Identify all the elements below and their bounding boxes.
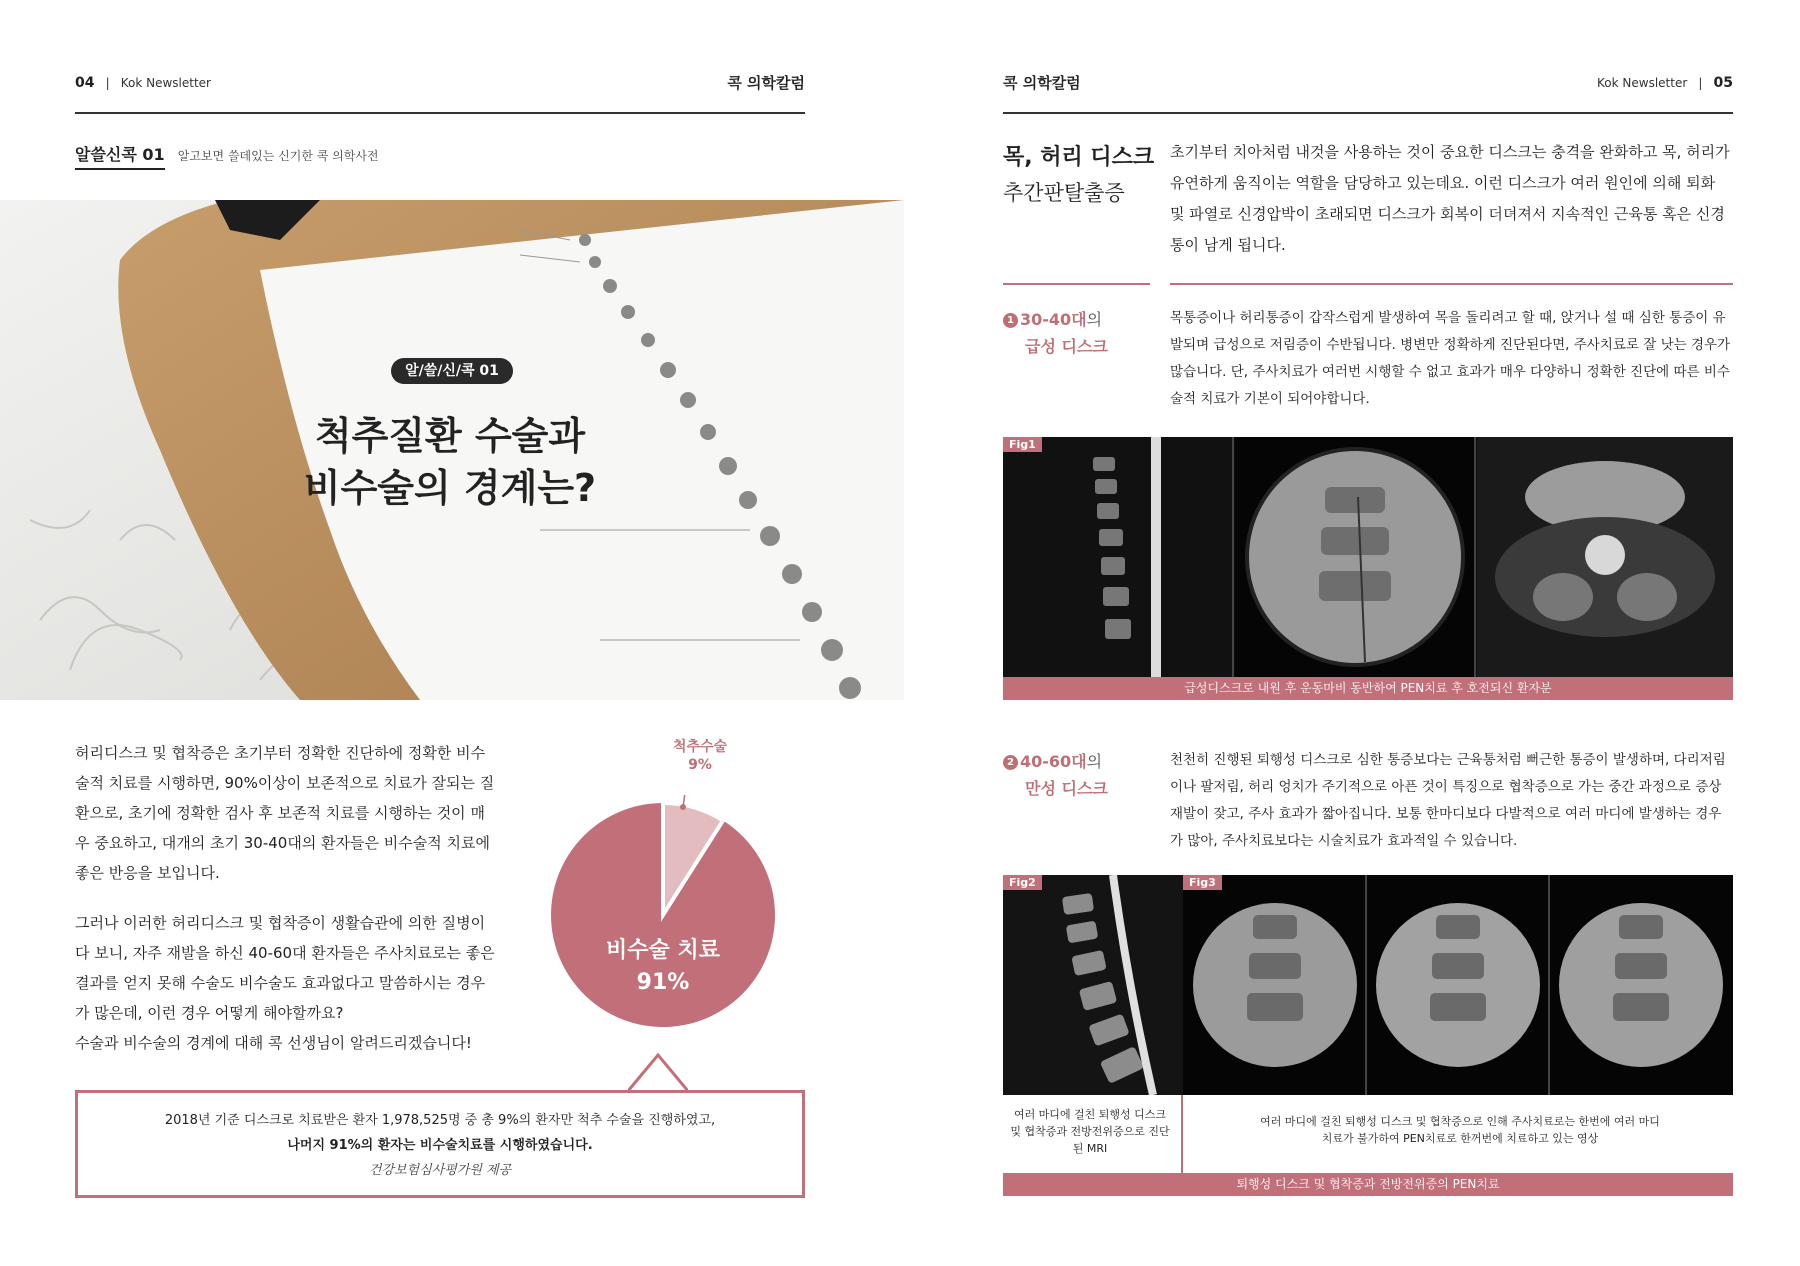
section-intro: 초기부터 치아처럼 내것을 사용하는 것이 중요한 디스크는 충격을 완화하고 목, 허리가 유연하게 움직이는 역할을 담당하고 있는데요. 이런 디스크가 여러 원인에 의해 퇴화 및 파열로 신경압박이 초래되면 디스크가 회복이 더뎌져서 지속적인 근육통 혹은 신경통이 남게 됩니다. [1170,143,1730,254]
fig1-caption-bar: 급성디스크로 내원 후 운동마비 동반하여 PEN치료 후 호전되신 환자분 [1003,677,1733,700]
section-title-left: 콕 의학칼럼 [727,74,805,92]
series-subtitle: 알고보면 쓸데있는 신기한 콕 의학사전 [177,149,379,163]
page-number-left: 04 [75,75,95,91]
stage2-type: 만성 디스크 [1025,779,1108,798]
fig2-illustration [1003,875,1183,1095]
body-paragraph-2a: 그러나 이러한 허리디스크 및 협착증이 생활습관에 의한 질병이다 보니, 자주 재발을 하신 40-60대 환자들은 주사치료로는 좋은 결과를 얻지 못해 수술도 비수술도 효과없다고 말씀하시는 경우가 많은데, 이런 경우 어떻게 해야할까요? [75,914,495,1022]
pie-surgery-value: 9% [688,757,712,773]
pie-surgery-name: 척추수술 [672,739,728,755]
callout-pointer [628,1053,688,1093]
body-paragraph-1: 허리디스크 및 협착증은 초기부터 정확한 진단하에 정확한 비수술적 치료를 시행하면, 90%이상이 보존적으로 치료가 잘되는 질환으로, 초기에 정확한 검사 후 보존적 치료를 시행하는 것이 매우 중요하고, 대개의 초기 30-40대의 환자들은 비수술적 치료에 좋은 반응을 보입니다. [75,744,495,882]
fig3-illustration [1183,875,1733,1095]
header-right-group [1597,72,1733,91]
callout-box [75,1090,805,1198]
stage1-suffix: 의 [1086,310,1103,329]
divider-left [1003,283,1150,285]
hero-title-line1: 척추질환 수술과 [314,414,586,458]
stage2-age: 40-60대 [1020,752,1087,771]
pie-label-nonsurgery [563,935,763,999]
fig2-caption: 여러 마디에 걸친 퇴행성 디스크 및 협착증과 전방전위증으로 진단된 MRI [1010,1108,1170,1155]
hero-image [0,200,904,700]
stage1-age: 30-40대 [1020,310,1087,329]
hero-title [190,410,710,514]
hero-badge: 알/쓸/신/콕 01 [391,358,513,384]
fig-caption-divider [1181,1095,1183,1173]
header-rule-right [1003,112,1733,114]
series-tag: 알쓸신콕 01 [75,145,165,170]
left-page-header [75,72,805,92]
stage2-text: 천천히 진행된 퇴행성 디스크로 심한 통증보다는 근육통처럼 뻐근한 통증이 발생하며, 다리저림이나 팔저림, 허리 엉치가 주기적으로 아픈 것이 특징으로 협착증으로 가는 중간 과정으로 증상 재발이 잦고, 주사 효과가 짧아집니다. 보통 한마디보다 다발적으로 여러 마디에 발생하는 경우가 많아, 주사치료보다는 시술치료가 효과적일 수 있습니다. [1170,752,1726,849]
stage1-number: 1 [1003,313,1018,328]
header-separator: | [105,76,110,90]
right-page-header [1003,72,1733,92]
body-paragraph-2 [75,908,495,1058]
stage1-heading [1003,306,1163,360]
fig3-images [1183,875,1733,1095]
publication-name-right: Kok Newsletter [1597,76,1688,90]
stage2-heading-line1 [1003,748,1163,775]
fig2-label: Fig2 [1003,875,1042,890]
header-rule-left [75,112,805,114]
stage2-number: 2 [1003,755,1018,770]
section-title: 목, 허리 디스크 [1003,145,1155,170]
stage1-heading-line1 [1003,306,1163,333]
stage2-suffix: 의 [1086,752,1103,771]
hero-title-line2: 비수술의 경계는? [303,466,597,510]
stage1-type: 급성 디스크 [1025,337,1108,356]
fig1-label: Fig1 [1003,437,1042,452]
pie-label-surgery [640,738,760,774]
fig1-images [1003,437,1733,677]
section-title-right: 콕 의학칼럼 [1003,74,1081,92]
fig3-label: Fig3 [1183,875,1222,890]
section-subtitle: 추간판탈출증 [1003,181,1125,205]
stage2-heading [1003,748,1163,802]
series-heading [75,142,675,165]
pie-nonsurgery-value: 91% [636,970,690,995]
callout-text [78,1093,802,1183]
divider-right [1170,283,1733,285]
callout-line1: 2018년 기준 디스크로 치료받은 환자 1,978,525명 중 총 9%의 환자만 척추 수술을 진행하였고, [164,1113,716,1128]
section-heading [1003,140,1163,207]
pie-pointer-dot [680,804,686,810]
callout-line2: 나머지 91%의 환자는 비수술치료를 시행하였습니다. [287,1138,593,1153]
body-paragraph-2b: 수술과 비수술의 경계에 대해 콕 선생님이 알려드리겠습니다! [75,1034,472,1052]
fig1-illustration [1003,437,1733,677]
fig2-image [1003,875,1183,1095]
stage1-text: 목통증이나 허리통증이 갑작스럽게 발생하여 목을 돌리려고 할 때, 앉거나 설 때 심한 통증이 유발되며 급성으로 저림증이 수반됩니다. 병변만 정확하게 진단된다면, 주사치료로 잘 낫는 경우가 많습니다. 단, 주사치료가 여러번 시행할 수 없고 효과가 매우 다양하니 정확한 진단에 따른 비수술적 치료가 기본이 되어야합니다. [1170,310,1731,407]
fig3-caption-bar: 퇴행성 디스크 및 협착증과 전방전위증의 PEN치료 [1003,1173,1733,1196]
fig3-caption: 여러 마디에 걸친 퇴행성 디스크 및 협착증으로 인해 주사치료로는 한번에 여러 마디 치료가 불가하여 PEN치료로 한꺼번에 치료하고 있는 영상 [1260,1115,1660,1145]
hero-badge-wrap [0,360,904,380]
page-number-right: 05 [1713,75,1733,91]
header-separator-right: | [1698,76,1703,90]
callout-source: 건강보험심사평가원 제공 [368,1163,512,1178]
pie-chart [543,795,783,1035]
publication-name: Kok Newsletter [120,76,211,90]
pie-nonsurgery-name: 비수술 치료 [606,938,720,963]
